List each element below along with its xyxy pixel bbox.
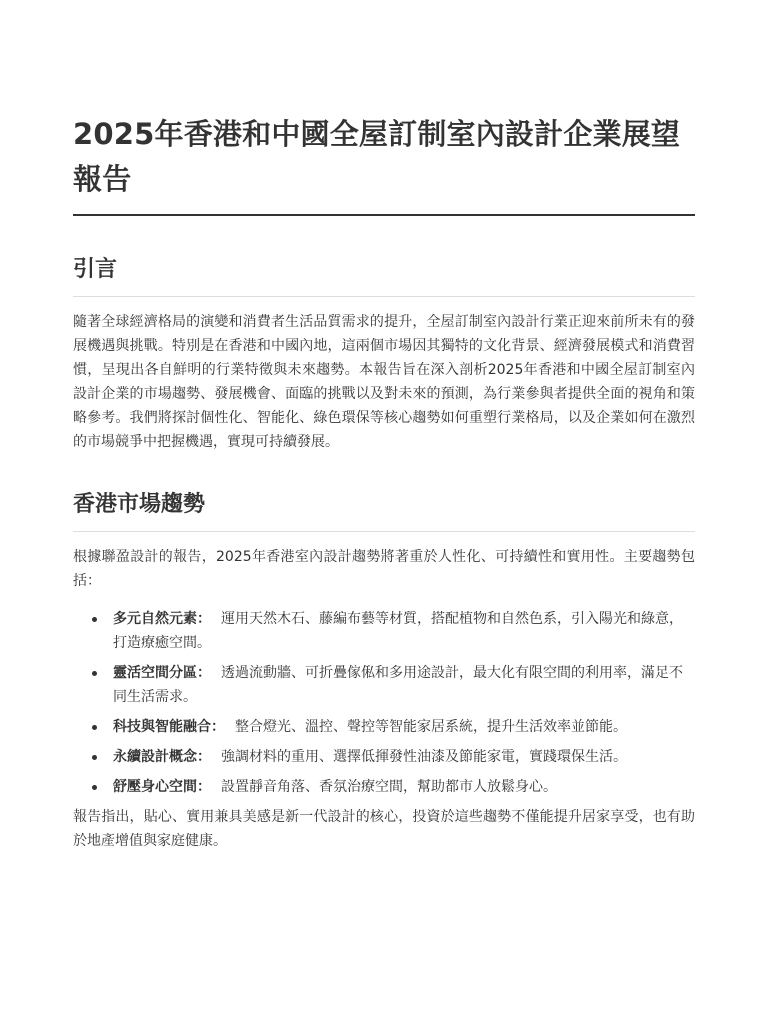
trend-list xyxy=(73,607,695,799)
document-title: 2025年香港和中國全屋訂制室內設計企業展望報告 xyxy=(73,112,695,216)
list-item xyxy=(113,715,695,739)
list-item xyxy=(113,607,695,655)
list-item-text: 透過流動牆、可折疊傢俬和多用途設計，最大化有限空間的利用率，滿足不同生活需求。 xyxy=(113,665,683,705)
bullet-icon xyxy=(92,785,97,790)
list-item xyxy=(113,775,695,799)
list-item-text: 整合燈光、溫控、聲控等智能家居系統，提升生活效率並節能。 xyxy=(235,719,627,735)
list-item xyxy=(113,661,695,709)
list-item-title: 靈活空間分區： xyxy=(113,665,211,681)
list-item-text: 設置靜音角落、香氛治療空間，幫助都市人放鬆身心。 xyxy=(221,779,557,795)
hk-trends-heading: 香港市場趨勢 xyxy=(73,490,695,532)
hk-trends-lead: 根據聯盈設計的報告，2025年香港室內設計趨勢將著重於人性化、可持續性和實用性。主要趨勢包括： xyxy=(73,549,695,589)
list-item-title: 多元自然元素： xyxy=(113,611,211,627)
list-item xyxy=(113,745,695,769)
bullet-icon xyxy=(92,755,97,760)
list-item-text: 運用天然木石、藤編布藝等材質，搭配植物和自然色系，引入陽光和綠意，打造療癒空間。 xyxy=(113,611,683,651)
bullet-icon xyxy=(92,671,97,676)
list-item-title: 科技與智能融合： xyxy=(113,719,225,735)
hk-trends-section xyxy=(73,490,695,853)
list-item-title: 舒壓身心空間： xyxy=(113,779,211,795)
intro-paragraph: 隨著全球經濟格局的演變和消費者生活品質需求的提升，全屋訂制室內設計行業正迎來前所未有的發展機遇與挑戰。特別是在香港和中國內地，這兩個市場因其獨特的文化背景、經濟發展模式和消費習慣，呈現出各自鮮明的行業特徵與未來趨勢。本報告旨在深入剖析2025年香港和中國全屋訂制室內設計企業的市場趨勢、發展機會、面臨的挑戰以及對未來的預測，為行業參與者提供全面的視角和策略參考。我們將探討個性化、智能化、綠色環保等核心趨勢如何重塑行業格局，以及企業如何在激烈的市場競爭中把握機遇，實現可持續發展。 xyxy=(73,314,695,450)
hk-trends-closing: 報告指出，貼心、實用兼具美感是新一代設計的核心，投資於這些趨勢不僅能提升居家享受，也有助於地產增值與家庭健康。 xyxy=(73,809,695,849)
bullet-icon xyxy=(92,617,97,622)
intro-heading: 引言 xyxy=(73,255,695,297)
bullet-icon xyxy=(92,725,97,730)
intro-section xyxy=(73,255,695,454)
list-item-text: 強調材料的重用、選擇低揮發性油漆及節能家電，實踐環保生活。 xyxy=(221,749,627,765)
list-item-title: 永續設計概念： xyxy=(113,749,211,765)
